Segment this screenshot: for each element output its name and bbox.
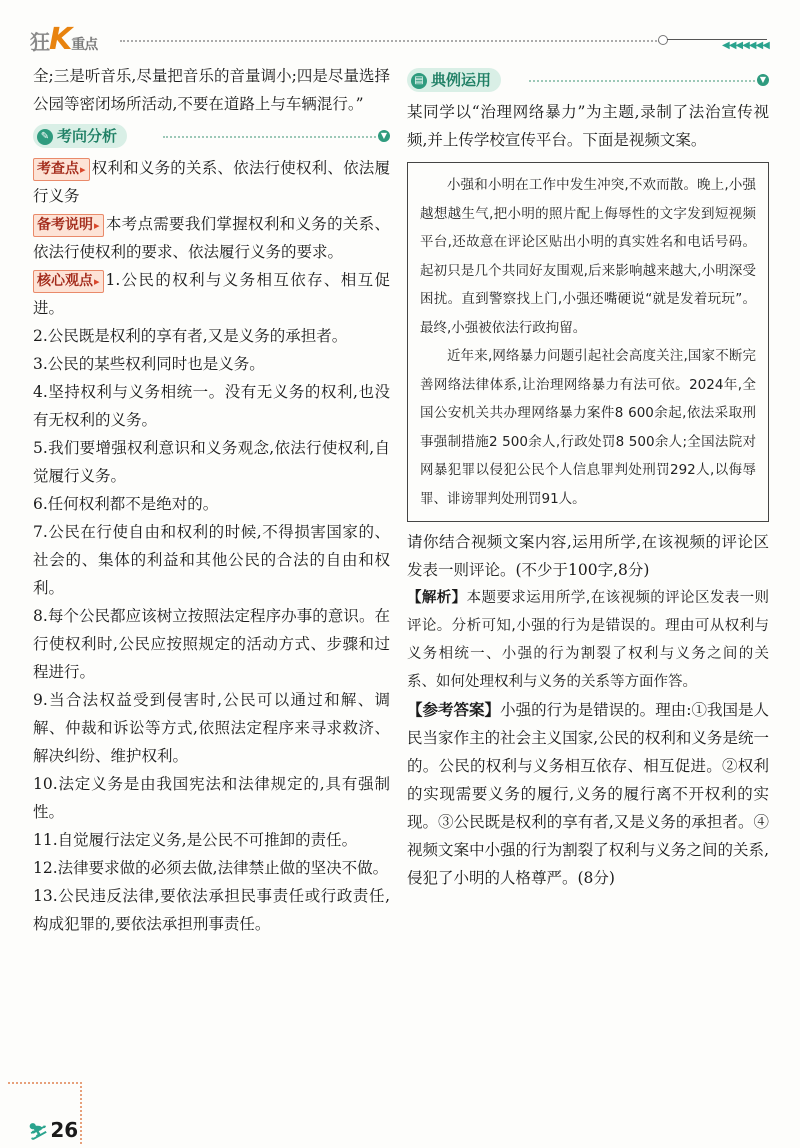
runner-icon: ⛷ xyxy=(28,1122,49,1141)
section-title: 考向分析 xyxy=(57,127,118,145)
beikao-tag: 备考说明 ▸ xyxy=(33,214,104,237)
case-paragraph: 近年来,网络暴力问题引起社会高度关注,国家不断完善网络法律体系,让治理网络暴力有法可依。2024年,全国公安机关共办理网络暴力案件8 600余起,依法采取刑事强制措施2 500余人,行政处罚8 500余人;全国法院对网暴犯罪以侵犯公民个人信息罪判处刑罚292人,以侮辱罪、诽谤罪判处刑罚91人。 xyxy=(420,348,756,507)
beikao-block: 备考说明 ▸ 本考点需要我们掌握权利和义务的关系、依法行使权利的要求、依法履行义务的要求。 xyxy=(33,210,390,266)
kaochadian-block: 考查点 ▸ 权利和义务的关系、依法行使权利、依法履行义务 xyxy=(33,154,390,210)
chevron-down-icon: ▼ xyxy=(378,130,390,142)
hexin-block: 核心观点 ▸ 1.公民的权利与义务相互依存、相互促进。 xyxy=(33,266,390,322)
answer-block: 【参考答案】小强的行为是错误的。理由:①我国是人民当家作主的社会主义国家,公民的权利和义务是统一的。公民的权利与义务相互依存、相互促进。②权利的实现需要义务的履行,义务的履行离不开权利的实现。③公民既是权利的享有者,又是义务的承担者。④视频文案中小强的行为割裂了权利与义务之间的关系,侵犯了小明的人格尊严。(8分) xyxy=(407,701,769,887)
right-column xyxy=(407,62,769,892)
point-item: 3.公民的某些权利同时也是义务。 xyxy=(33,355,265,373)
left-intro-text: 全;三是听音乐,尽量把音乐的音量调小;四是尽量选择公园等密闭场所活动,不要在道路上与车辆混行。” xyxy=(33,67,390,113)
section-header-kaoxiang xyxy=(33,122,390,152)
section-dotted-rule xyxy=(163,136,376,138)
header-dotted-rule xyxy=(120,40,660,42)
point-item: 7.公民在行使自由和权利的时候,不得损害国家的、社会的、集体的利益和其他公民的合法的自由和权利。 xyxy=(33,523,390,597)
series-logo: 狂K重点 xyxy=(30,22,98,57)
left-column xyxy=(33,62,390,938)
example-icon: ▤ xyxy=(411,73,427,89)
point-item: 9.当合法权益受到侵害时,公民可以通过和解、调解、仲裁和诉讼等方式,依照法定程序来寻求救济、解决纠纷、维护权利。 xyxy=(33,691,390,765)
example-intro: 某同学以“治理网络暴力”为主题,录制了法治宣传视频,并上传学校宣传平台。下面是视频文案。 xyxy=(407,103,769,149)
point-item: 10.法定义务是由我国宪法和法律规定的,具有强制性。 xyxy=(33,775,390,821)
kaochadian-tag: 考查点 ▸ xyxy=(33,158,90,181)
video-script-box xyxy=(407,162,769,522)
point-item: 13.公民违反法律,要依法承担民事责任或行政责任,构成犯罪的,要依法承担刑事责任。 xyxy=(33,887,390,933)
section-header-dianli xyxy=(407,66,769,96)
hexin-tag: 核心观点 ▸ xyxy=(33,270,104,293)
leaf-icon: ✎ xyxy=(37,129,53,145)
header-circle-ornament xyxy=(658,35,668,45)
page-header xyxy=(0,0,800,60)
point-item: 5.我们要增强权利意识和义务观念,依法行使权利,自觉履行义务。 xyxy=(33,439,390,485)
point-item: 4.坚持权利与义务相统一。没有无义务的权利,也没有无权利的义务。 xyxy=(33,383,390,429)
point-item: 6.任何权利都不是绝对的。 xyxy=(33,495,219,513)
point-item: 8.每个公民都应该树立按照法定程序办事的意识。在行使权利时,公民应按照规定的活动方式、步骤和过程进行。 xyxy=(33,607,390,681)
section-dotted-rule xyxy=(529,80,755,82)
chevron-down-icon: ▼ xyxy=(757,74,769,86)
case-paragraph: 小强和小明在工作中发生冲突,不欢而散。晚上,小强越想越生气,把小明的照片配上侮辱性的文字发到短视频平台,还故意在评论区贴出小明的真实姓名和电话号码。起初只是几个共同好友围观,后来影响越来越大,小明深受困扰。直到警察找上门,小强还嘴硬说“就是发着玩玩”。最终,小强被依法行政拘留。 xyxy=(420,177,756,336)
point-item: 2.公民既是权利的享有者,又是义务的承担者。 xyxy=(33,327,348,345)
answer-label: 【参考答案】 xyxy=(407,701,501,719)
page-number: ⛷ 26 xyxy=(28,1118,79,1142)
point-item: 11.自觉履行法定义务,是公民不可推卸的责任。 xyxy=(33,831,358,849)
analysis-block: 【解析】本题要求运用所学,在该视频的评论区发表一则评论。分析可知,小强的行为是错误的。理由可从权利与义务相统一、小强的行为割裂了权利与义务之间的关系、如何处理权利与义务的关系等方面作答。 xyxy=(407,590,770,690)
question-text: 请你结合视频文案内容,运用所学,在该视频的评论区发表一则评论。(不少于100字,8分) xyxy=(407,533,769,579)
point-item: 12.法律要求做的必须去做,法律禁止做的坚决不做。 xyxy=(33,859,389,877)
analysis-label: 【解析】 xyxy=(407,590,467,606)
section-title: 典例运用 xyxy=(431,71,492,89)
header-arrows-ornament: ◀◀◀◀◀◀◀ xyxy=(722,40,769,51)
